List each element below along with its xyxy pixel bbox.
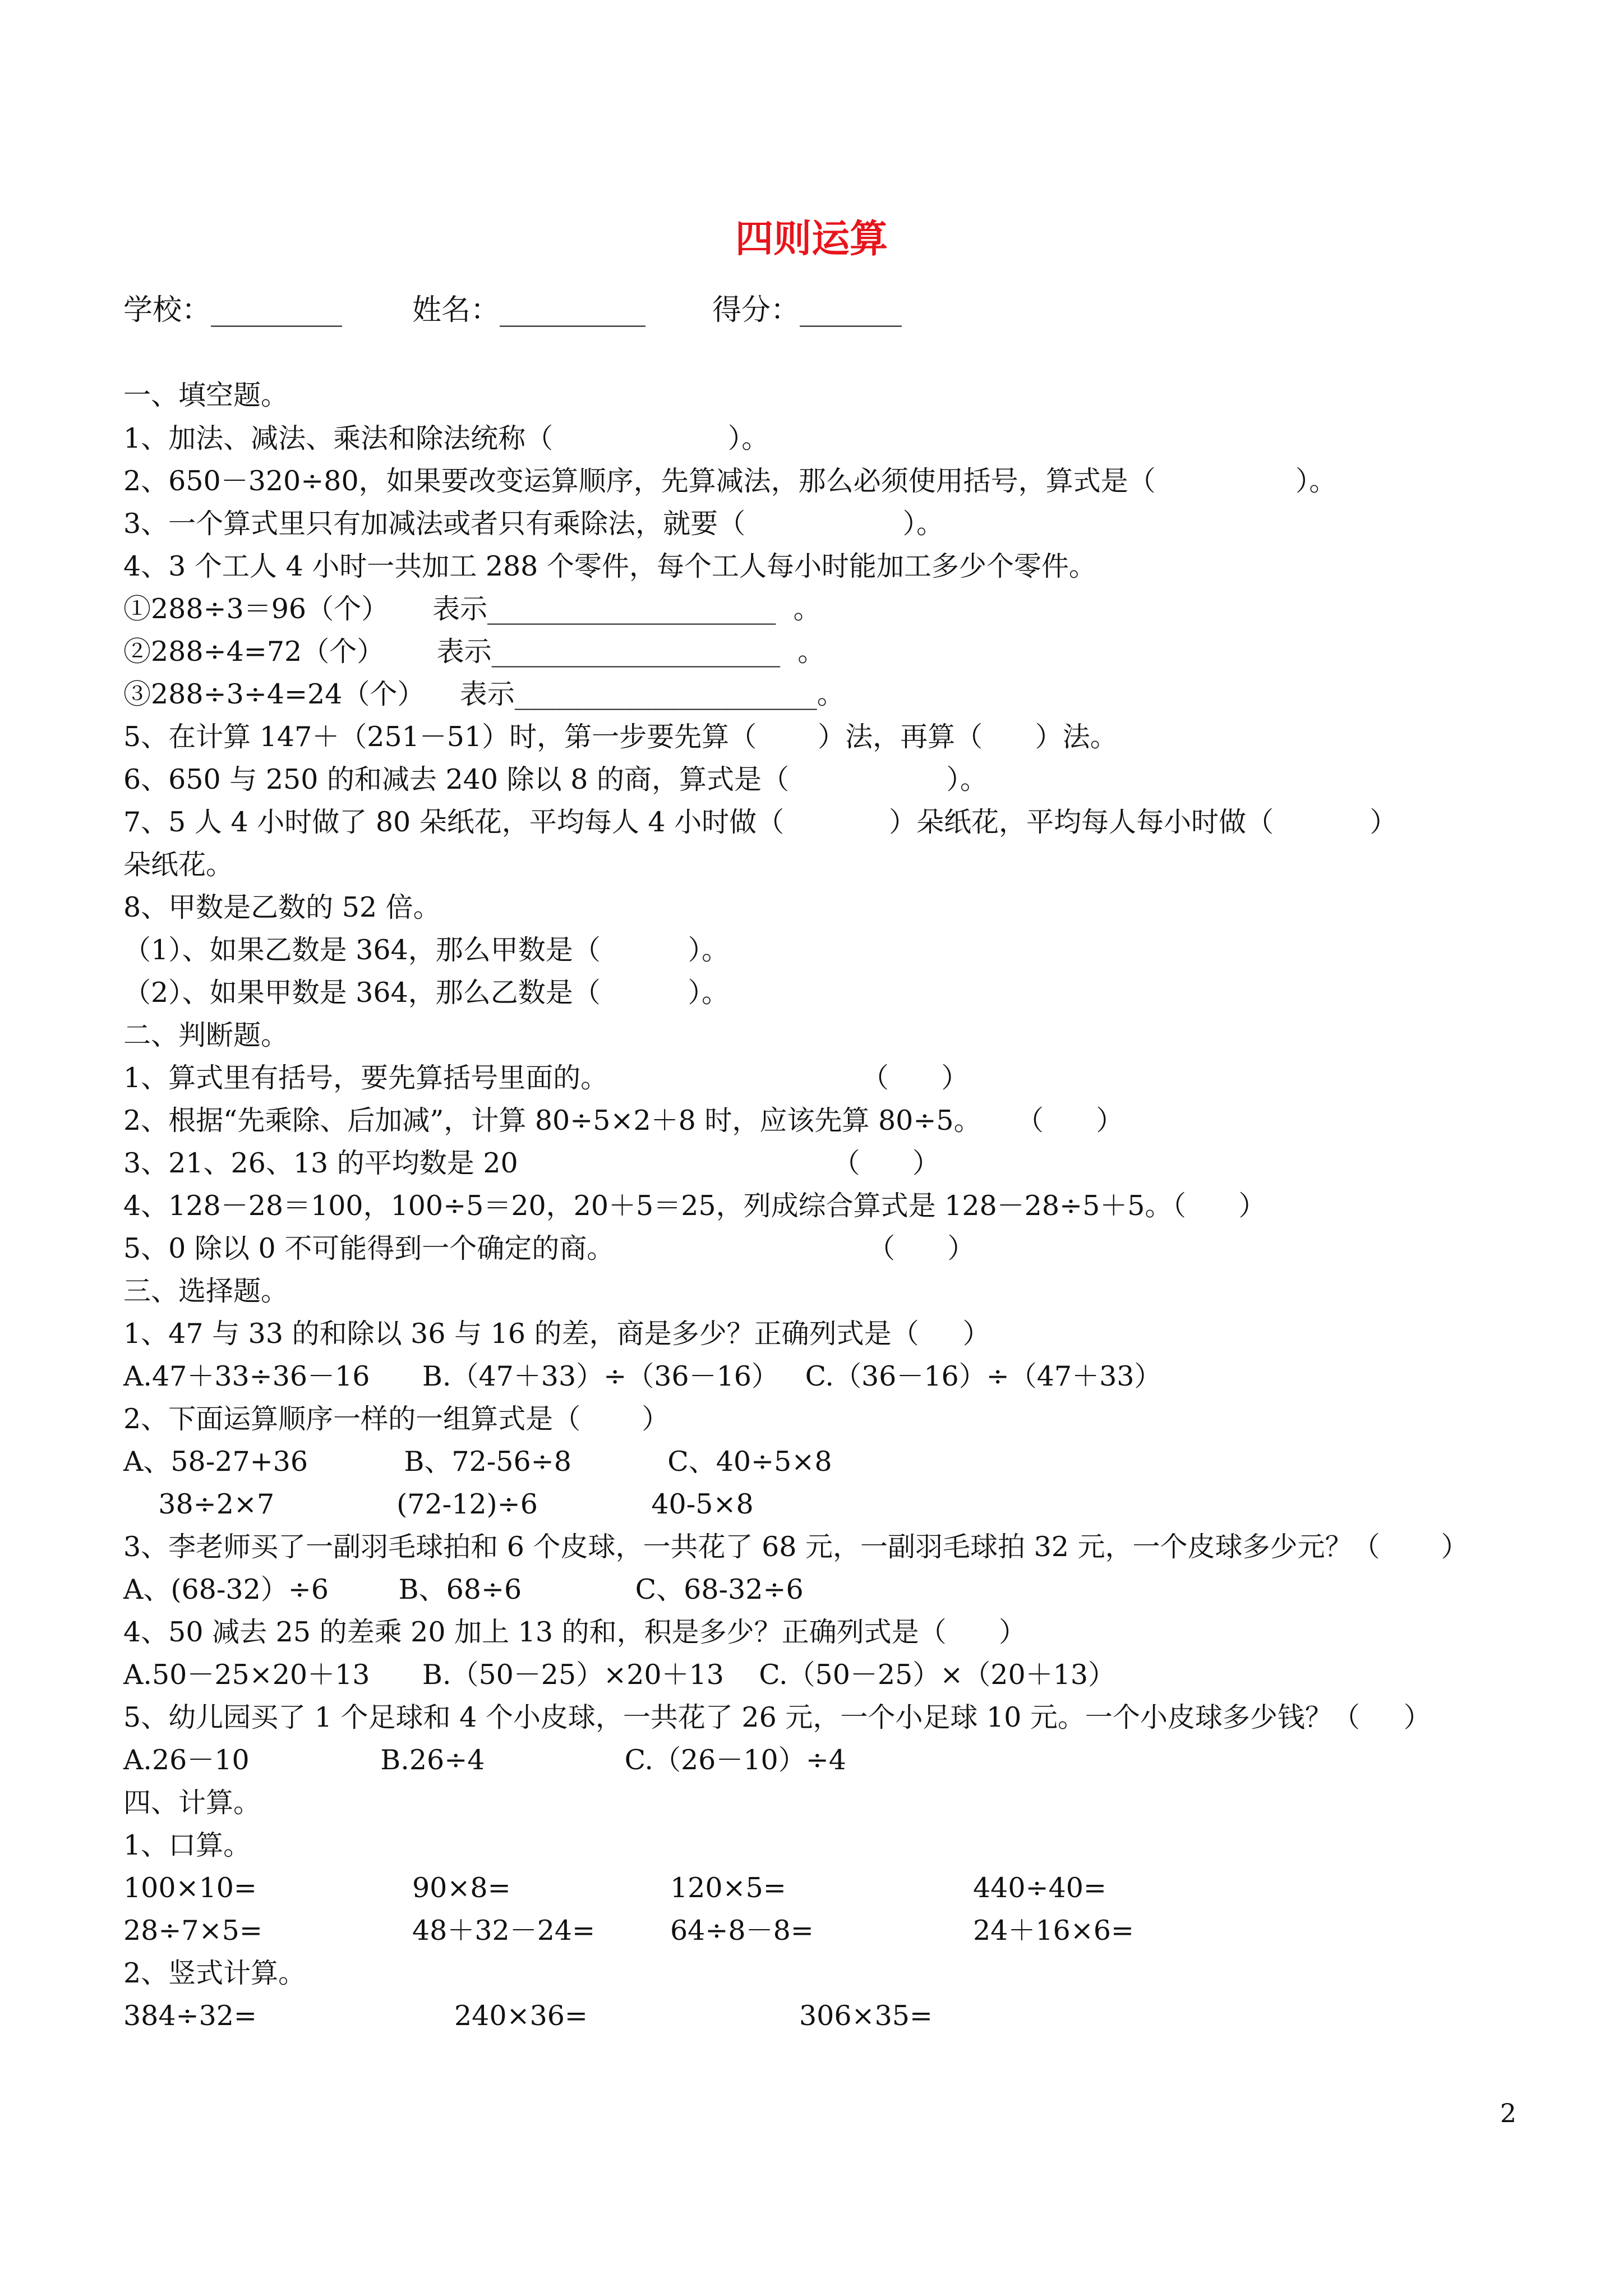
- question-line: 一、填空题。: [123, 379, 289, 411]
- question-line: 7、5 人 4 小时做了 80 朵纸花，平均每人 4 小时做（ ）朵纸花，平均每人每小时做（ ）: [123, 806, 1398, 838]
- question-line: ③288÷3÷4=24（个） 表示______________________。: [123, 678, 845, 710]
- question-line: 2、根据“先乘除、后加减”，计算 80÷5×2＋8 时，应该先算 80÷5。 （ ）: [123, 1105, 1124, 1137]
- question-line: 朵纸花。: [123, 849, 234, 881]
- page-number: 2: [1500, 2098, 1516, 2128]
- question-line: 38÷2×7 (72-12)÷6 40-5×8: [123, 1488, 754, 1520]
- school-field: 学校：_________: [123, 293, 343, 327]
- question-line: A.26－10 B.26÷4 C.（26－10）÷4: [123, 1744, 846, 1776]
- question-line: 8、甲数是乙数的 52 倍。: [123, 891, 441, 923]
- question-line: 5、0 除以 0 不可能得到一个确定的商。 （ ）: [123, 1232, 975, 1264]
- question-line: 5、在计算 147＋（251－51）时，第一步要先算（ ）法，再算（ ）法。: [123, 721, 1118, 753]
- question-line: 3、李老师买了一副羽毛球拍和 6 个皮球，一共花了 68 元，一副羽毛球拍 32 元，一个皮球多少元？（ ）: [123, 1531, 1469, 1563]
- question-line: 2、竖式计算。: [123, 1957, 306, 1989]
- question-line: 2、650－320÷80，如果要改变运算顺序，先算减法，那么必须使用括号，算式是（ ）。: [123, 465, 1337, 497]
- question-line: 306×35=: [799, 2000, 933, 2032]
- question-line: 28÷7×5=: [123, 1915, 262, 1947]
- question-line: 64÷8－8=: [670, 1915, 814, 1947]
- question-line: A.50－25×20＋13 B.（50－25）×20＋13 C.（50－25）×（20＋13）: [123, 1659, 1116, 1691]
- question-line: ①288÷3＝96（个） 表示_____________________ 。: [123, 593, 821, 625]
- question-line: 三、选择题。: [123, 1275, 289, 1307]
- question-line: 440÷40=: [973, 1872, 1106, 1904]
- question-line: 48＋32－24=: [412, 1915, 596, 1947]
- worksheet-title: 四则运算: [735, 217, 888, 261]
- question-line: 4、50 减去 25 的差乘 20 加上 13 的和，积是多少？正确列式是（ ）: [123, 1616, 1027, 1648]
- question-line: 5、幼儿园买了 1 个足球和 4 个小皮球，一共花了 26 元，一个小足球 10 元。一个小皮球多少钱？（ ）: [123, 1701, 1431, 1733]
- question-line: A、(68-32）÷6 B、68÷6 C、68-32÷6: [123, 1573, 804, 1605]
- name-field: 姓名：__________: [412, 293, 646, 327]
- question-line: 4、128－28＝100，100÷5＝20，20＋5＝25，列成综合算式是 128－28÷5＋5。（ ）: [123, 1190, 1266, 1222]
- question-line: 120×5=: [670, 1872, 786, 1904]
- question-line: 四、计算。: [123, 1787, 261, 1819]
- question-line: 90×8=: [412, 1872, 511, 1904]
- question-line: 1、47 与 33 的和除以 36 与 16 的差，商是多少？正确列式是（ ）: [123, 1318, 990, 1350]
- question-line: 1、口算。: [123, 1829, 251, 1861]
- question-line: 2、下面运算顺序一样的一组算式是（ ）: [123, 1403, 670, 1435]
- question-line: 3、21、26、13 的平均数是 20 （ ）: [123, 1147, 940, 1179]
- question-line: 100×10=: [123, 1872, 257, 1904]
- question-line: 4、3 个工人 4 小时一共加工 288 个零件，每个工人每小时能加工多少个零件。: [123, 550, 1096, 582]
- question-line: A.47＋33÷36－16 B.（47＋33）÷（36－16） C.（36－16）÷（47＋33）: [123, 1360, 1162, 1392]
- question-line: 1、算式里有括号，要先算括号里面的。 （ ）: [123, 1062, 969, 1094]
- question-line: 24＋16×6=: [973, 1915, 1134, 1947]
- question-line: A、58-27+36 B、72-56÷8 C、40÷5×8: [123, 1446, 832, 1478]
- question-line: 240×36=: [454, 2000, 588, 2032]
- question-line: 1、加法、减法、乘法和除法统称（ ）。: [123, 422, 769, 454]
- question-line: （2）、如果甲数是 364，那么乙数是（ ）。: [123, 977, 730, 1009]
- question-line: （1）、如果乙数是 364，那么甲数是（ ）。: [123, 934, 730, 966]
- score-field: 得分：_______: [712, 293, 902, 327]
- question-line: ②288÷4=72（个） 表示_____________________ 。: [123, 636, 826, 668]
- question-line: 6、650 与 250 的和减去 240 除以 8 的商，算式是（ ）。: [123, 763, 988, 795]
- question-line: 384÷32=: [123, 2000, 257, 2032]
- question-line: 3、一个算式里只有加减法或者只有乘除法，就要（ ）。: [123, 508, 944, 540]
- question-line: 二、判断题。: [123, 1019, 289, 1051]
